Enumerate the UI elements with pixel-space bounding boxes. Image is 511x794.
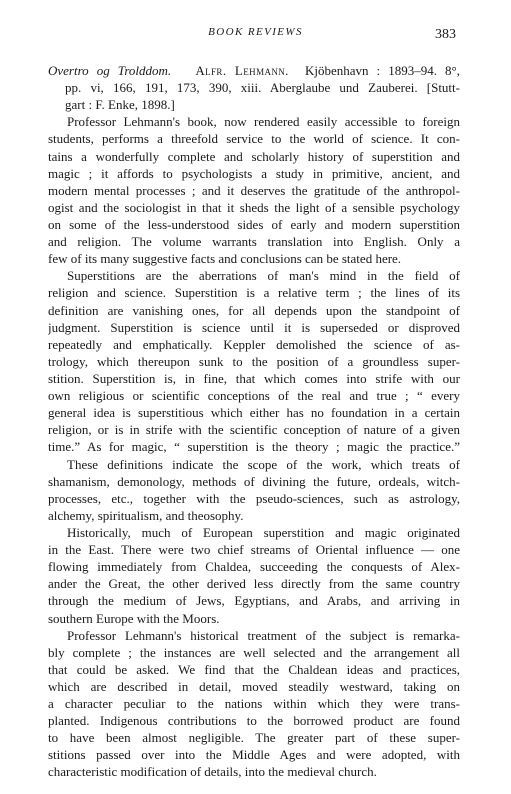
text-line: trology, which thereupon sunk to the position of a groundless super- [48,353,460,369]
text-line: that could be asked. We find that the Chaldean ideas and practices, [48,661,460,677]
text-line: students, performs a threefold service to the world of science. It con- [48,131,460,147]
text-line: religion and science. Superstition is a relative term ; the lines of its [48,285,460,301]
text-line: definition are vanishing ones, for all depends upon the standpoint of [48,302,460,318]
text-line: which are described in detail, moved steadily westward, taking on [48,678,460,694]
text-line: to have been almost negligible. The greater part of these super- [48,730,460,746]
text-line: own religious or scientific conceptions of the real and true ; “ every [48,388,460,404]
text-line: stition. Superstition is, in fine, that which comes into strife with our [48,370,460,386]
text-line: and religion. The volume warrants translation into English. Only a [48,234,460,250]
text-line: religion, or is in strife with the scientific conception of nature of a given [48,422,460,438]
text-line: few of its many suggestive facts and conclusions can be stated here. [48,251,402,267]
text-line: southern Europe with the Moors. [48,610,220,626]
book-author: Alfr. Lehmann. [195,63,289,78]
text-line: magic ; it affords to psychologists a study in primitive, ancient, and [48,165,460,181]
text-line: processes, etc., together with the pseudo-sciences, such as astrology, [48,490,460,506]
review-body [48,62,460,781]
citation-line: gart : F. Enke, 1898.] [65,97,175,113]
text-line: modern mental processes ; and it deserves the gratitude of the anthropol- [48,182,460,198]
text-line: Professor Lehmann's historical treatment of the subject is remarka- [67,627,460,643]
text-line: tains a wonderfully complete and scholarly history of superstition and [48,148,460,164]
text-line: These definitions indicate the scope of the work, which treats of [67,456,460,472]
text-line: general idea is superstitious which either has no foundation in a certain [48,405,460,421]
text-line: characteristic modification of details, into the medieval church. [48,764,377,780]
text-line: stitions passed over into the Middle Ages and were adopted, with [48,747,460,763]
text-line: alchemy, spiritualism, and theosophy. [48,507,244,523]
page-number: 383 [435,27,456,42]
text-line: judgment. Superstition is science until it is superseded or disproved [48,319,460,335]
text-line: ander the Great, the other derived less directly from the same country [48,576,460,592]
text-line: Professor Lehmann's book, now rendered easily accessible to foreign [67,114,460,130]
text-line: on some of the less-understood sides of early and modern superstition [48,216,460,232]
text-line: bly complete ; the instances are well selected and the arrangement all [48,644,460,660]
citation-line [48,62,460,79]
text-line: in the East. There were two chief streams of Oriental influence — one [48,542,460,558]
text-line: flowing immediately from Chaldea, succeeding the conquests of Alex- [48,559,460,575]
text-line: Historically, much of European superstition and magic originated [67,524,460,540]
citation-line: pp. vi, 166, 191, 173, 390, xiii. Aberglaube und Zauberei. [Stutt- [65,80,460,96]
text-line: ogist and the sociologist in that it sheds the light of a sensible psychology [48,199,460,215]
book-title: Overtro og Trolddom. [48,63,172,78]
running-head: BOOK REVIEWS [208,26,303,38]
text-line: planted. Indigenous contributions to the borrowed product are found [48,713,460,729]
text-line: Superstitions are the aberrations of man's mind in the field of [67,268,460,284]
text-line: repeatedly and emphatically. Keppler demolished the science of as- [48,336,460,352]
text-line: through the medium of Jews, Egyptians, and Arabs, and arriving in [48,593,460,609]
text-line: shamanism, demonology, methods of divining the future, ordeals, witch- [48,473,460,489]
text-line: a character peculiar to the nations within which they were trans- [48,696,460,712]
citation-details: Kjöbenhavn : 1893–94. 8°, [304,63,460,78]
text-line: time.” As for magic, “ superstition is the theory ; magic the practice.” [48,439,460,455]
